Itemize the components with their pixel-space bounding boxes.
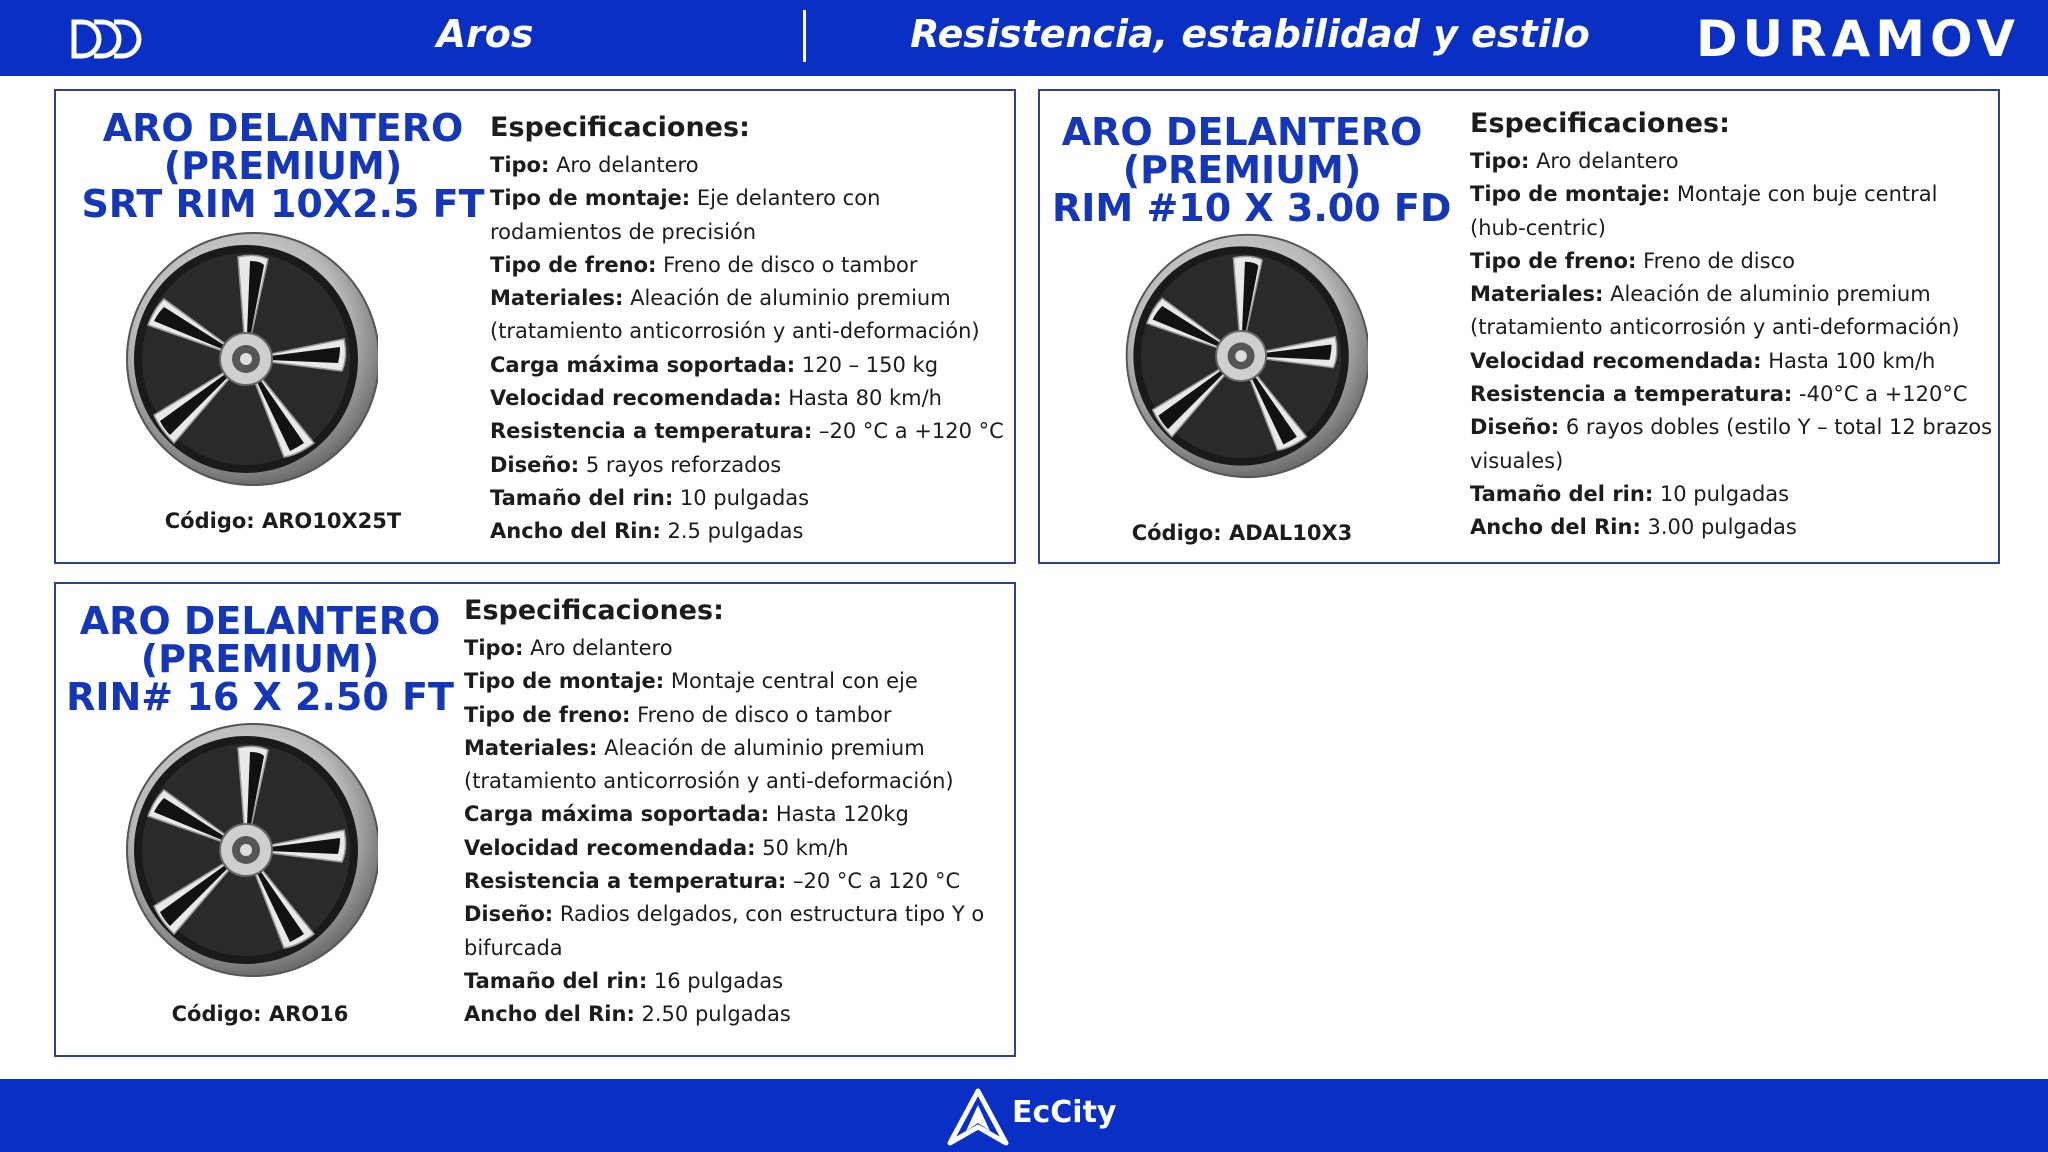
spec-line: Carga máxima soportada: 120 – 150 kg [490, 352, 939, 377]
specs-heading: Especificaciones: [464, 595, 724, 626]
spec-line: Diseño: Radios delgados, con estructura tipo Y o [464, 902, 985, 927]
spec-line: Tamaño del rin: 10 pulgadas [490, 485, 810, 510]
spec-line: Velocidad recomendada: Hasta 80 km/h [490, 386, 942, 411]
product-card-aro10x25t [54, 89, 1016, 564]
wheel-rim-image [118, 229, 378, 489]
eccity-logo-icon [944, 1087, 1012, 1147]
spec-line: (tratamiento anticorrosión y anti-deformación) [464, 769, 954, 794]
product-code: Código: ADAL10X3 [1131, 521, 1353, 545]
spec-line: Tipo: Aro delantero [1470, 149, 1679, 173]
spec-line: Tipo de freno: Freno de disco [1470, 248, 1795, 273]
spec-line: Resistencia a temperatura: –20 °C a +120 °C [490, 419, 1004, 444]
spec-line: Resistencia a temperatura: –20 °C a 120 °C [464, 869, 961, 894]
spec-line: Materiales: Aleación de aluminio premium [1470, 282, 1931, 307]
specs-heading: Especificaciones: [1470, 108, 1730, 139]
spec-line: Tipo de montaje: Montaje central con eje [464, 669, 918, 694]
spec-line: Ancho del Rin: 2.5 pulgadas [490, 519, 804, 544]
spec-line: Resistencia a temperatura: -40°C a +120°C [1470, 382, 1968, 407]
spec-line: rodamientos de precisión [490, 219, 757, 244]
specs-list [1470, 105, 1996, 545]
ddd-logo-icon [70, 18, 142, 60]
spec-line: Tipo de freno: Freno de disco o tambor [464, 702, 892, 727]
product-code: Código: ARO16 [171, 1002, 349, 1026]
spec-line: bifurcada [464, 935, 563, 960]
product-code: Código: ARO10X25T [164, 509, 402, 533]
product-title: ARO DELANTERO (PREMIUM) SRT RIM 10X2.5 FT [81, 106, 485, 226]
spec-line: (hub-centric) [1470, 215, 1606, 240]
spec-line: Materiales: Aleación de aluminio premium [464, 735, 925, 760]
product-title: ARO DELANTERO (PREMIUM) RIN# 16 X 2.50 FT [66, 599, 454, 719]
spec-line: Diseño: 5 rayos reforzados [490, 452, 782, 477]
spec-line: Ancho del Rin: 3.00 pulgadas [1470, 515, 1797, 540]
footer-brand-label: EcCity [1012, 1095, 1117, 1130]
product-title: ARO DELANTERO (PREMIUM) RIM #10 X 3.00 FD [1052, 110, 1452, 230]
header-title: Aros [436, 12, 534, 56]
spec-line: Tipo de montaje: Montaje con buje central [1470, 182, 1938, 207]
wheel-rim-image [1118, 231, 1368, 481]
spec-line: Tamaño del rin: 16 pulgadas [464, 968, 784, 993]
product-card-adal10x3 [1038, 89, 2000, 564]
brand-logo: DURAMOV [1696, 10, 2020, 68]
spec-line: Tipo de montaje: Eje delantero con [490, 186, 881, 211]
spec-line: Velocidad recomendada: Hasta 100 km/h [1470, 348, 1936, 373]
wheel-rim-image [118, 720, 378, 980]
header-divider [803, 10, 806, 62]
spec-line: Tipo: Aro delantero [490, 153, 699, 177]
spec-line: Tipo de freno: Freno de disco o tambor [490, 252, 918, 277]
header-bar [0, 0, 2048, 76]
spec-line: Tipo: Aro delantero [464, 636, 673, 660]
spec-line: Tamaño del rin: 10 pulgadas [1470, 481, 1790, 506]
spec-line: visuales) [1470, 448, 1564, 473]
spec-line: (tratamiento anticorrosión y anti-deformación) [1470, 315, 1960, 340]
spec-line: Ancho del Rin: 2.50 pulgadas [464, 1002, 791, 1027]
spec-line: Diseño: 6 rayos dobles (estilo Y – total 12 brazos [1470, 415, 1993, 440]
specs-heading: Especificaciones: [490, 112, 750, 143]
spec-line: (tratamiento anticorrosión y anti-deformación) [490, 319, 980, 344]
spec-line: Carga máxima soportada: Hasta 120kg [464, 802, 909, 827]
spec-line: Velocidad recomendada: 50 km/h [464, 835, 849, 860]
header-slogan: Resistencia, estabilidad y estilo [910, 12, 1590, 56]
spec-line: Materiales: Aleación de aluminio premium [490, 286, 951, 311]
specs-list [464, 592, 1012, 1032]
product-card-aro16 [54, 582, 1016, 1057]
footer-bar [0, 1079, 2048, 1152]
specs-list [490, 109, 1010, 549]
